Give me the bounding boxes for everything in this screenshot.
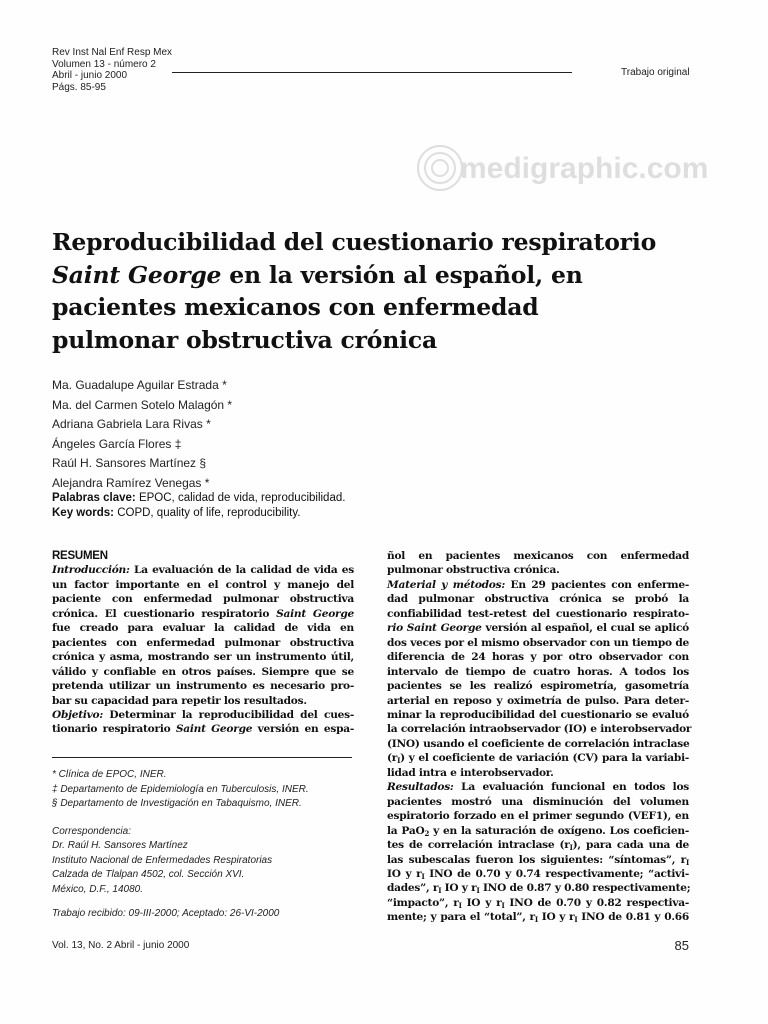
correspondence-line: Instituto Nacional de Enfermedades Respiratorias	[52, 854, 273, 866]
correspondence-line: Dr. Raúl H. Sansores Martínez	[52, 840, 188, 852]
abstract-line: Material y métodos: En 29 pacientes con enferme-	[387, 578, 689, 591]
page-number: 85	[674, 938, 689, 953]
abstract-line: tionario respiratorio Saint George versión en espa-	[52, 723, 354, 736]
journal-volume: Volumen 13 - número 2	[52, 58, 156, 70]
correspondence-line: Calzada de Tlalpan 4502, col. Sección XVI.	[52, 869, 245, 881]
title-line-2: Saint George en la versión al español, en	[52, 260, 583, 289]
abstract-line: dad pulmonar obstructiva crónica se probó la	[387, 593, 689, 606]
footnote: * Clínica de EPOC, INER.	[52, 769, 167, 780]
title-line-4: pulmonar obstructiva crónica	[52, 325, 437, 354]
abstract-line: arterial en reposo y oximetría de pulso. Para deter-	[387, 694, 689, 707]
abstract-right-column	[387, 549, 692, 925]
abstract-line: un factor importante en el control y manejo del	[52, 578, 354, 591]
received-dates: Trabajo recibido: 09-III-2000; Aceptado: 26-VI-2000	[52, 908, 280, 919]
abstract-line: crónica y asma, mostrando ser un instrumento útil,	[52, 651, 354, 664]
footnote: ‡ Departamento de Epidemiología en Tuberculosis, INER.	[52, 783, 309, 795]
journal-metadata	[52, 47, 172, 93]
abstract-line: Introducción: La evaluación de la calidad de vida es	[52, 564, 354, 577]
abstract-line: Objetivo: Determinar la reproducibilidad del cues-	[52, 708, 354, 721]
abstract-line: paciente con enfermedad pulmonar obstructiva	[52, 593, 354, 606]
abstract-line: bar su capacidad para repetir los resultados.	[52, 694, 307, 707]
article-type: Trabajo original	[621, 67, 690, 78]
keywords	[52, 491, 345, 521]
correspondence-block	[52, 825, 272, 897]
abstract-line: mente; y para el “total”, $r_I$ IO y $r_I$ INO de 0.81 y 0.66	[387, 911, 689, 925]
article-title	[52, 226, 692, 356]
correspondence-line: México, D.F., 14080.	[52, 883, 143, 895]
abstract-line: la correlación intraobservador (IO) e interobservador	[387, 723, 692, 736]
abstract-line: pulmonar obstructiva crónica.	[387, 564, 560, 577]
abstract-line: dades”, $r_I$ IO y $r_I$ INO de 0.87 y 0.80 respectivamente;	[387, 882, 691, 896]
abstract-line: $(r_I)$ y el coeficiente de variación (CV) para la variabi-	[387, 752, 689, 766]
title-line-3: pacientes mexicanos con enfermedad	[52, 293, 539, 321]
abstract-line: IO y $r_I$ INO de 0.70 y 0.74 respectivamente; “activi-	[387, 867, 690, 881]
abstract-line: ñol en pacientes mexicanos con enfermedad	[387, 550, 689, 562]
author: Alejandra Ramírez Venegas *	[52, 475, 210, 490]
abstract-line: válido y confiable en otros países. Siempre que se	[52, 665, 354, 678]
abstract-left-column	[52, 549, 354, 737]
abstract-line: pacientes se les realizó espirometría, gasometría	[387, 680, 689, 693]
abstract-line: dos veces por el mismo observador con un tiempo de	[387, 636, 689, 649]
abstract-line: pretenda utilizar un instrumento es necesario pro-	[52, 680, 354, 693]
title-line-1: Reproducibilidad del cuestionario respiratorio	[52, 228, 657, 256]
affiliation-footnotes	[52, 768, 309, 812]
abstract-line: confiabilidad test-retest del cuestionario respirato-	[387, 607, 689, 620]
abstract-line: pacientes mostró una disminución del volumen	[387, 795, 689, 808]
abstract-line: (INO) usando el coeficiente de correlación intraclase	[387, 737, 690, 750]
abstract-line: las subescalas fueron los siguientes: “síntomas”, $r_I$	[387, 853, 689, 867]
watermark-text: medigraphic.com	[460, 152, 709, 185]
journal-date: Abril - junio 2000	[52, 70, 128, 81]
abstract-line: tes de correlación intraclase $(r_I)$, para cada una de	[387, 839, 689, 853]
footer-issue: Vol. 13, No. 2 Abril - junio 2000	[52, 940, 190, 951]
keywords-es: Palabras clave: EPOC, calidad de vida, reproducibilidad.	[52, 492, 346, 504]
abstract-line: rio Saint George versión al español, el cual se aplicó	[387, 622, 689, 635]
title-italic-name: Saint George	[52, 260, 222, 289]
abstract-line: crónica. El cuestionario respiratorio Saint George	[52, 607, 354, 620]
footnote-rule	[52, 757, 352, 758]
author-list	[52, 376, 232, 493]
abstract-line: diferencia de 24 horas y por otro observador con	[387, 651, 689, 664]
abstract-line: pacientes con enfermedad pulmonar obstructiva	[52, 636, 354, 649]
abstract-line: “impacto”, $r_I$ IO y $r_I$ INO de 0.70 y 0.82 respectiva-	[387, 896, 689, 910]
footnote: § Departamento de Investigación en Tabaquismo, INER.	[52, 798, 302, 810]
header-rule	[172, 72, 572, 73]
author: Adriana Gabriela Lara Rivas *	[52, 417, 211, 431]
author: Ma. del Carmen Sotelo Malagón *	[52, 397, 233, 412]
author: Ángeles García Flores ‡	[52, 436, 182, 451]
abstract-heading: RESUMEN	[52, 550, 108, 562]
medigraphic-watermark-logo	[410, 136, 709, 200]
abstract-line: intervalo de tiempo de cuatro horas. A todos los	[387, 665, 689, 678]
correspondence-line: Correspondencia:	[52, 826, 131, 837]
author: Ma. Guadalupe Aguilar Estrada *	[52, 378, 227, 392]
author: Raúl H. Sansores Martínez §	[52, 456, 207, 470]
abstract-line: Resultados: La evaluación funcional en todos los	[387, 781, 689, 794]
abstract-line: la PaO$_2$ y en la saturación de oxígeno. Los coeficien-	[387, 824, 689, 838]
keywords-en: Key words: COPD, quality of life, reproducibility.	[52, 507, 301, 519]
journal-name: Rev Inst Nal Enf Resp Mex	[52, 47, 173, 58]
abstract-line: minar la reproducibilidad del cuestionario se evaluó	[387, 708, 689, 721]
abstract-line: espiratorio forzado en el primer segundo (VEF1), en	[387, 810, 689, 823]
abstract-line: lidad intra e interobservador.	[387, 766, 554, 779]
abstract-line: fue creado para evaluar la calidad de vida en	[52, 622, 354, 635]
journal-pages: Págs. 85-95	[52, 81, 106, 93]
